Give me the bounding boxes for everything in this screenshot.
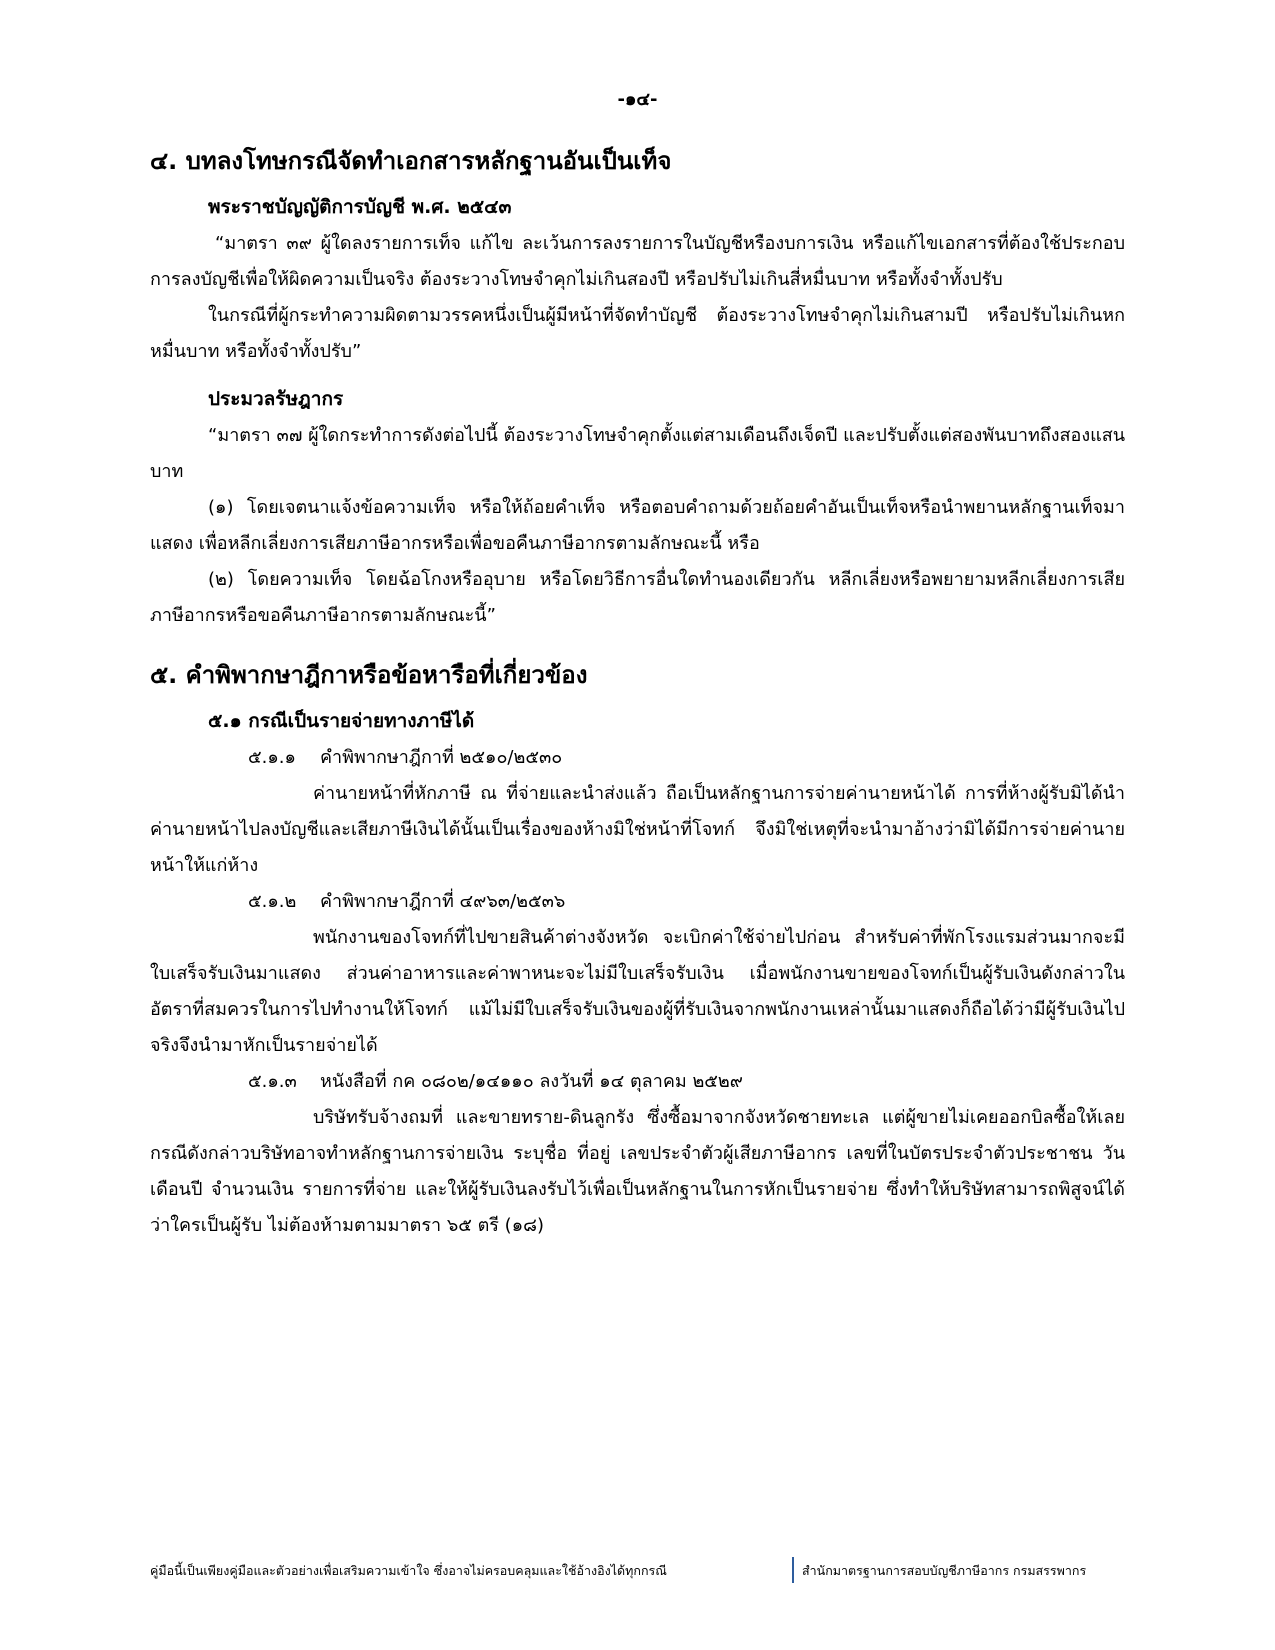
revenue-code-item-2: (๒) โดยความเท็จ โดยฉ้อโกงหรืออุบาย หรือโดยวิธีการอื่นใดทำนองเดียวกัน หลีกเลี่ยงหรือพยายามหลีกเลี่ยงการเสียภาษีอากรหรือขอคืนภาษีอากรตามลักษณะนี้” <box>150 569 1125 626</box>
case-heading <box>248 1064 1125 1100</box>
subsection-5-1-title: ๕.๑ กรณีเป็นรายจ่ายทางภาษีได้ <box>208 710 475 732</box>
revenue-code-title: ประมวลรัษฎากร <box>208 388 344 410</box>
case-body: บริษัทรับจ้างถมที่ และขายทราย-ดินลูกรัง ซึ่งซื้อมาจากจังหวัดชายทะเล แต่ผู้ขายไม่เคยออกบิลซื้อให้เลย กรณีดังกล่าวบริษัทอาจทำหลักฐานการจ่ายเงิน ระบุชื่อ ที่อยู่ เลขประจำตัวผู้เสียภาษีอากร เลขที่ในบัตรประจำตัวประชาชน วันเดือนปี จำนวนเงิน รายการที่จ่าย และให้ผู้รับเงินลงรับไว้เพื่อเป็นหลักฐานในการหักเป็นรายจ่าย ซึ่งทำให้บริษัทสามารถพิสูจน์ได้ว่าใครเป็นผู้รับ ไม่ต้องห้ามตามมาตรา ๖๕ ตรี (๑๘) <box>150 1107 1125 1236</box>
case-title: คำพิพากษาฎีกาที่ ๒๕๑๐/๒๕๓๐ <box>320 747 563 768</box>
case-body: พนักงานของโจทก์ที่ไปขายสินค้าต่างจังหวัด จะเบิกค่าใช้จ่ายไปก่อน สำหรับค่าที่พักโรงแรมส่วนมากจะมีใบเสร็จรับเงินมาแสดง ส่วนค่าอาหารและค่าพาหนะจะไม่มีใบเสร็จรับเงิน เมื่อพนักงานขายของโจทก์เป็นผู้รับเงินดังกล่าวในอัตราที่สมควรในการไปทำงานให้โจทก์ แม้ไม่มีใบเสร็จรับเงินของผู้ที่รับเงินจากพนักงานเหล่านั้นมาแสดงก็ถือได้ว่ามีผู้รับเงินไปจริงจึงนำมาหักเป็นรายจ่ายได้ <box>150 927 1125 1056</box>
footer-disclaimer: คู่มือนี้เป็นเพียงคู่มือและตัวอย่างเพื่อเสริมความเข้าใจ ซึ่งอาจไม่ครอบคลุมและใช้อ้างอิงได้ทุกกรณี <box>150 1563 667 1578</box>
document-body <box>150 144 1125 1244</box>
accounting-act-section-39: “มาตรา ๓๙ ผู้ใดลงรายการเท็จ แก้ไข ละเว้นการลงรายการในบัญชีหรืองบการเงิน หรือแก้ไขเอกสารที่ต้องใช้ประกอบการลงบัญชีเพื่อให้ผิดความเป็นจริง ต้องระวางโทษจำคุกไม่เกินสองปี หรือปรับไม่เกินสี่หมื่นบาท หรือทั้งจำทั้งปรับ <box>150 233 1125 290</box>
revenue-code-section-37: “มาตรา ๓๗ ผู้ใดกระทำการดังต่อไปนี้ ต้องระวางโทษจำคุกตั้งแต่สามเดือนถึงเจ็ดปี และปรับตั้งแต่สองพันบาทถึงสองแสนบาท <box>150 425 1125 482</box>
footer-office-name: สำนักมาตรฐานการสอบบัญชีภาษีอากร กรมสรรพากร <box>802 1563 1087 1578</box>
case-number: ๕.๑.๓ <box>248 1071 297 1092</box>
case-title: หนังสือที่ กค ๐๘๐๒/๑๔๑๑๐ ลงวันที่ ๑๔ ตุลาคม ๒๕๒๙ <box>320 1071 743 1092</box>
case-number: ๕.๑.๒ <box>248 891 297 912</box>
case-heading <box>248 884 1125 920</box>
accounting-act-title: พระราชบัญญัติการบัญชี พ.ศ. ๒๕๔๓ <box>208 196 512 218</box>
revenue-code-item-1: (๑) โดยเจตนาแจ้งข้อความเท็จ หรือให้ถ้อยคำเท็จ หรือตอบคำถามด้วยถ้อยคำอันเป็นเท็จหรือนำพยานหลักฐานเท็จมาแสดง เพื่อหลีกเลี่ยงการเสียภาษีอากรหรือเพื่อขอคืนภาษีอากรตามลักษณะนี้ หรือ <box>150 497 1125 554</box>
case-number: ๕.๑.๑ <box>248 747 296 768</box>
section-5-heading: ๕. คำพิพากษาฎีกาหรือข้อหารือที่เกี่ยวข้อง <box>150 661 588 689</box>
footer-divider <box>792 1557 794 1583</box>
case-heading <box>248 740 1125 776</box>
page-number: -๑๔- <box>617 89 658 110</box>
accounting-act-paragraph-2: ในกรณีที่ผู้กระทำความผิดตามวรรคหนึ่งเป็นผู้มีหน้าที่จัดทำบัญชี ต้องระวางโทษจำคุกไม่เกินสามปี หรือปรับไม่เกินหกหมื่นบาท หรือทั้งจำทั้งปรับ” <box>150 305 1125 362</box>
case-title: คำพิพากษาฎีกาที่ ๔๙๖๓/๒๕๓๖ <box>320 891 566 912</box>
case-body: ค่านายหน้าที่หักภาษี ณ ที่จ่ายและนำส่งแล้ว ถือเป็นหลักฐานการจ่ายค่านายหน้าได้ การที่ห้างผู้รับมิได้นำค่านายหน้าไปลงบัญชีและเสียภาษีเงินได้นั้นเป็นเรื่องของห้างมิใช่หน้าที่โจทก์ จึงมิใช่เหตุที่จะนำมาอ้างว่ามิได้มีการจ่ายค่านายหน้าให้แก่ห้าง <box>150 783 1125 876</box>
section-4-heading: ๔. บทลงโทษกรณีจัดทำเอกสารหลักฐานอันเป็นเท็จ <box>150 147 672 175</box>
